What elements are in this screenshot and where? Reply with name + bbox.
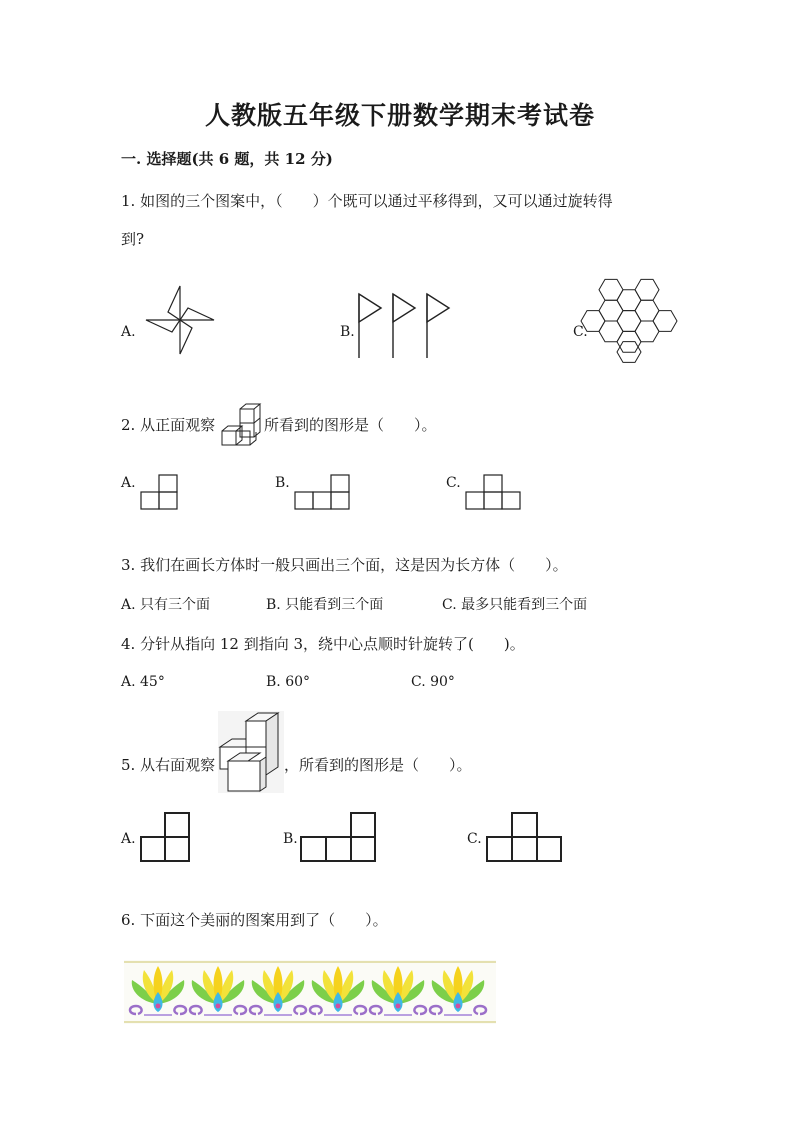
q2-option-b-label[interactable]: B. [275, 475, 290, 491]
question-2-text-before: 2. 从正面观察 [121, 416, 216, 434]
question-4-text: 4. 分针从指向 12 到指向 3，绕中心点顺时针旋转了( )。 [121, 635, 525, 653]
page-title: 人教版五年级下册数学期末考试卷 [204, 101, 595, 130]
question-5-text-before: 5. 从右面观察 [121, 756, 216, 774]
cube-stack-figure [218, 403, 264, 447]
question-2-text-after: 所看到的图形是（ ）。 [264, 416, 437, 434]
question-6-text: 6. 下面这个美丽的图案用到了（ ）。 [121, 911, 388, 929]
q2-option-c-label[interactable]: C. [446, 475, 461, 491]
question-5-text-after: ，所看到的图形是（ ）。 [284, 756, 472, 774]
q1-option-b-label[interactable]: B. [340, 324, 355, 340]
flower-border-pattern [124, 960, 496, 1024]
q4-option-c[interactable]: C. 90° [411, 674, 455, 690]
q2-option-a-figure [140, 474, 180, 510]
q2-option-c-figure [465, 474, 523, 510]
q5-option-b-label[interactable]: B. [283, 831, 298, 847]
q2-option-a-label[interactable]: A. [121, 475, 136, 491]
question-1-text: 1. 如图的三个图案中，（ ）个既可以通过平移得到，又可以通过旋转得 [121, 192, 613, 210]
pinwheel-figure [140, 282, 220, 358]
q5-option-b-figure [300, 812, 378, 864]
q5-option-c-label[interactable]: C. [467, 831, 482, 847]
q5-option-a-figure [140, 812, 192, 864]
cube-stack-figure-large [218, 711, 284, 793]
q3-option-a[interactable]: A. 只有三个面 [121, 597, 211, 613]
q4-option-a[interactable]: A. 45° [121, 674, 165, 690]
question-3-text: 3. 我们在画长方体时一般只画出三个面，这是因为长方体（ ）。 [121, 556, 568, 574]
q5-option-a-label[interactable]: A. [121, 831, 136, 847]
flags-figure [356, 292, 454, 360]
section-heading: 一. 选择题(共 6 题，共 12 分) [121, 150, 333, 168]
q3-option-c[interactable]: C. 最多只能看到三个面 [442, 597, 588, 613]
question-1-text-cont: 到? [121, 230, 145, 248]
q5-option-c-figure [486, 812, 564, 864]
q1-option-a-label[interactable]: A. [121, 324, 136, 340]
q2-option-b-figure [294, 474, 352, 510]
q4-option-b[interactable]: B. 60° [266, 674, 311, 690]
hexagon-flower-figure [590, 283, 668, 359]
q1-option-c-label[interactable]: C. [573, 324, 588, 340]
q3-option-b[interactable]: B. 只能看到三个面 [266, 597, 384, 613]
